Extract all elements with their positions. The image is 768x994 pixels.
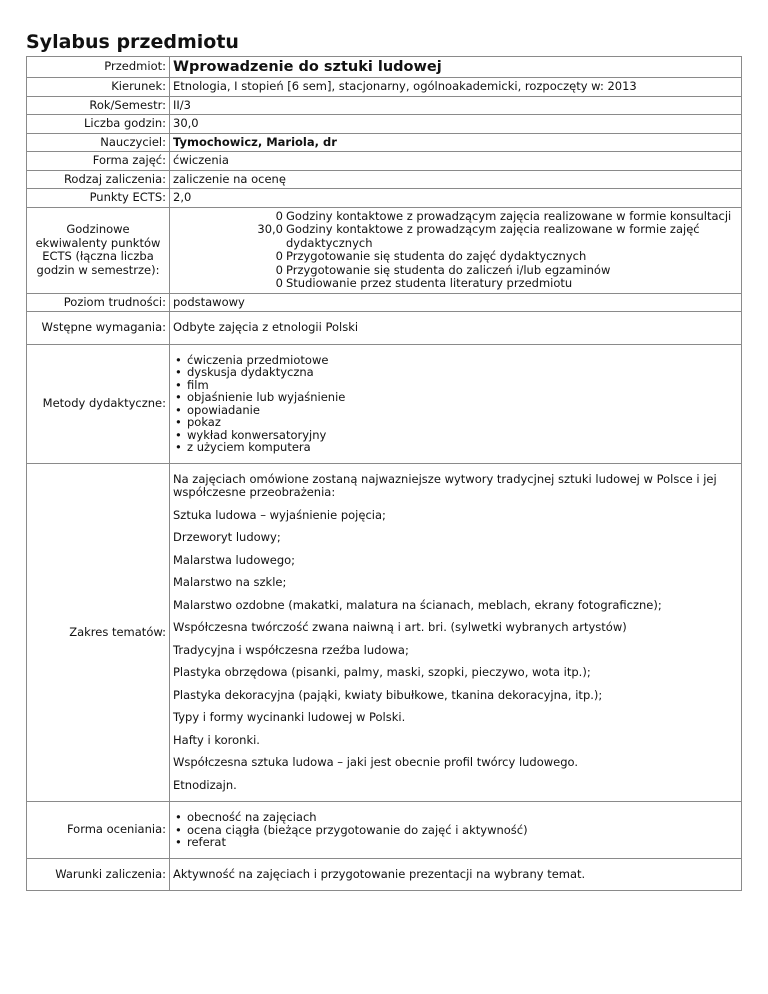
list-item: • obecność na zajęciach bbox=[173, 811, 738, 824]
value-poziom: podstawowy bbox=[170, 293, 742, 312]
row-zakres bbox=[27, 463, 742, 802]
topic-paragraph: Współczesna sztuka ludowa – jaki jest obecnie profil twórcy ludowego. bbox=[173, 755, 579, 769]
value-metody bbox=[170, 344, 742, 463]
value-rodzaj: zaliczenie na ocenę bbox=[170, 170, 742, 189]
hours-item bbox=[257, 277, 738, 291]
list-item: • opowiadanie bbox=[173, 404, 738, 417]
row-forma bbox=[27, 152, 742, 171]
label-zakres: Zakres tematów: bbox=[27, 463, 170, 802]
value-ects: 2,0 bbox=[170, 189, 742, 208]
hours-text: Godziny kontaktowe z prowadzącym zajęcia realizowane w formie zajęć dydaktycznych bbox=[286, 222, 700, 250]
value-godziny: 30,0 bbox=[170, 115, 742, 134]
label-kierunek: Kierunek: bbox=[27, 78, 170, 97]
hours-number: 0 bbox=[275, 208, 283, 223]
hours-item bbox=[257, 223, 738, 250]
label-wymagania: Wstępne wymagania: bbox=[27, 312, 170, 345]
row-wymagania bbox=[27, 312, 742, 345]
topic-paragraph: Hafty i koronki. bbox=[173, 732, 260, 747]
label-metody: Metody dydaktyczne: bbox=[27, 344, 170, 463]
topic-paragraph: Drzeworyt ludowy; bbox=[173, 530, 281, 544]
value-nauczyciel: Tymochowicz, Mariola, dr bbox=[170, 133, 742, 152]
topic-paragraph: Malarstwo ozdobne (makatki, malatura na ścianach, meblach, ekrany fotograficzne); bbox=[173, 597, 662, 612]
hours-list bbox=[257, 210, 738, 291]
row-ocenianie bbox=[27, 802, 742, 859]
row-rodzaj bbox=[27, 170, 742, 189]
label-warunki: Warunki zaliczenia: bbox=[27, 858, 170, 891]
row-ects bbox=[27, 189, 742, 208]
grading-list bbox=[173, 811, 738, 849]
value-zakres bbox=[170, 463, 742, 802]
topic-paragraph: Malarstwo na szkle; bbox=[173, 575, 287, 589]
row-warunki bbox=[27, 858, 742, 891]
value-forma: ćwiczenia bbox=[170, 152, 742, 171]
page-title: Sylabus przedmiotu bbox=[26, 31, 239, 53]
hours-item bbox=[257, 210, 738, 224]
label-ekwiwalent: Godzinowe ekwiwalenty punktów ECTS (łączna liczba godzin w semestrze): bbox=[27, 207, 170, 293]
topic-paragraph: Malarstwa ludowego; bbox=[173, 552, 296, 567]
syllabus-table bbox=[26, 56, 742, 891]
row-przedmiot bbox=[27, 57, 742, 78]
list-item: • ocena ciągła (bieżące przygotowanie do zajęć i aktywność) bbox=[173, 824, 738, 837]
row-ekwiwalent bbox=[27, 207, 742, 293]
label-godziny: Liczba godzin: bbox=[27, 115, 170, 134]
value-kierunek: Etnologia, I stopień [6 sem], stacjonarny, ogólnoakademicki, rozpoczęty w: 2013 bbox=[170, 78, 742, 97]
topic-paragraph: Tradycyjna i współczesna rzeźba ludowa; bbox=[173, 642, 409, 657]
topic-paragraph: Sztuka ludowa – wyjaśnienie pojęcia; bbox=[173, 507, 386, 522]
hours-number: 0 bbox=[275, 262, 283, 277]
list-item: • ćwiczenia przedmiotowe bbox=[173, 354, 738, 367]
hours-text: Przygotowanie się studenta do zajęć dydaktycznych bbox=[286, 249, 587, 263]
value-ocenianie bbox=[170, 802, 742, 859]
hours-number: 0 bbox=[275, 249, 283, 263]
hours-text: Studiowanie przez studenta literatury przedmiotu bbox=[286, 276, 573, 290]
row-godziny bbox=[27, 115, 742, 134]
hours-text: Przygotowanie się studenta do zaliczeń i/lub egzaminów bbox=[286, 262, 611, 277]
value-rok: II/3 bbox=[170, 96, 742, 115]
list-item: • wykład konwersatoryjny bbox=[173, 429, 738, 442]
label-ects: Punkty ECTS: bbox=[27, 189, 170, 208]
label-rodzaj: Rodzaj zaliczenia: bbox=[27, 170, 170, 189]
row-nauczyciel bbox=[27, 133, 742, 152]
row-poziom bbox=[27, 293, 742, 312]
topic-paragraph: Plastyka dekoracyjna (pająki, kwiaty bibułkowe, tkanina dekoracyjna, itp.); bbox=[173, 687, 603, 702]
hours-text: Godziny kontaktowe z prowadzącym zajęcia realizowane w formie konsultacji bbox=[286, 208, 732, 223]
value-warunki: Aktywność na zajęciach i przygotowanie prezentacji na wybrany temat. bbox=[170, 858, 742, 891]
label-nauczyciel: Nauczyciel: bbox=[27, 133, 170, 152]
topic-paragraph: Współczesna twórczość zwana naiwną i art. bri. (sylwetki wybranych artystów) bbox=[173, 620, 627, 634]
hours-number: 0 bbox=[275, 276, 283, 290]
row-kierunek bbox=[27, 78, 742, 97]
hours-item bbox=[257, 250, 738, 264]
topic-paragraph: Plastyka obrzędowa (pisanki, palmy, maski, szopki, pieczywo, wota itp.); bbox=[173, 665, 591, 679]
value-przedmiot: Wprowadzenie do sztuki ludowej bbox=[170, 57, 742, 78]
row-metody bbox=[27, 344, 742, 463]
hours-number: 30,0 bbox=[257, 222, 283, 236]
label-ocenianie: Forma oceniania: bbox=[27, 802, 170, 859]
topic-paragraph: Etnodizajn. bbox=[173, 777, 237, 792]
list-item: • film bbox=[173, 379, 738, 392]
list-item: • dyskusja dydaktyczna bbox=[173, 366, 738, 379]
list-item: • z użyciem komputera bbox=[173, 441, 738, 454]
label-forma: Forma zajęć: bbox=[27, 152, 170, 171]
list-item: • pokaz bbox=[173, 416, 738, 429]
list-item: • referat bbox=[173, 836, 738, 849]
label-poziom: Poziom trudności: bbox=[27, 293, 170, 312]
topic-paragraph: Na zajęciach omówione zostaną najwazniejsze wytwory tradycjnej sztuki ludowej w Polsce i jej współczesne przeobrażenia: bbox=[173, 471, 717, 499]
value-wymagania: Odbyte zajęcia z etnologii Polski bbox=[170, 312, 742, 345]
value-ekwiwalent bbox=[170, 207, 742, 293]
topic-paragraph: Typy i formy wycinanki ludowej w Polski. bbox=[173, 710, 406, 724]
row-rok bbox=[27, 96, 742, 115]
label-przedmiot: Przedmiot: bbox=[27, 57, 170, 78]
hours-item bbox=[257, 264, 738, 278]
label-rok: Rok/Semestr: bbox=[27, 96, 170, 115]
list-item: • objaśnienie lub wyjaśnienie bbox=[173, 391, 738, 404]
methods-list bbox=[173, 354, 738, 454]
